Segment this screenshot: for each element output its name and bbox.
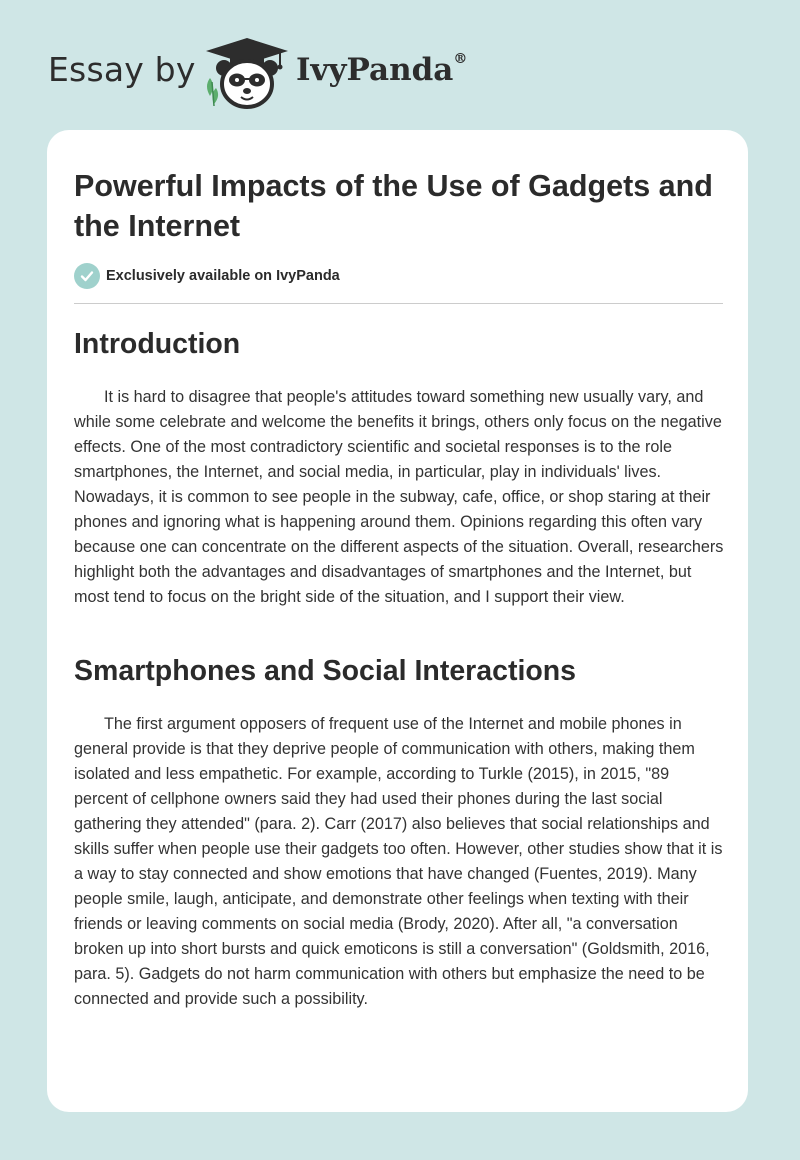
section-heading-introduction: Introduction <box>74 328 241 360</box>
title-divider <box>74 303 723 304</box>
registered-mark: ® <box>453 50 468 67</box>
brand-name: IvyPanda <box>296 52 454 88</box>
essay-by-label: Essay by <box>48 50 196 89</box>
exclusive-badge <box>74 263 340 289</box>
check-icon <box>74 263 100 289</box>
section-paragraph-smartphones: The first argument opposers of frequent use of the Internet and mobile phones in general provide is that they deprive people of communication with others, making them isolated and less empathetic. For example, according to Turkle (2015), in 2015, "89 percent of cellphone owners said they had used their phones during the last social gathering they attended" (para. 2). Carr (2017) also believes that social relationships and skills suffer when people use their gadgets too often. However, other studies show that it is a way to stay connected and show emotions that have changed (Fuentes, 2019). Many people smile, laugh, anticipate, and demonstrate other feelings when texting with their friends or leaving comments on social media (Brody, 2020). After all, "a conversation broken up into short bursts and quick emoticons is still a conversation" (Goldsmith, 2016, para. 5). Gadgets do not harm communication with others but emphasize the need to be connected and provide such a possibility. <box>74 715 723 1008</box>
essay-card <box>47 130 748 1112</box>
section-paragraph-introduction: It is hard to disagree that people's attitudes toward something new usually vary, and while some celebrate and welcome the benefits it brings, others only focus on the negative effects. One of the most contradictory scientific and societal responses is to the role smartphones, the Internet, and social media, in particular, play in individuals' lives. Nowadays, it is common to see people in the subway, cafe, office, or shop staring at their phones and ignoring what is happening around them. Opinions regarding this often vary because one can concentrate on the different aspects of the situation. Overall, researchers highlight both the advantages and disadvantages of smartphones and the Internet, but most tend to focus on the bright side of the situation, and I support their view. <box>74 388 724 606</box>
site-header <box>0 0 800 130</box>
ivypanda-panda-logo-icon[interactable] <box>202 34 292 110</box>
exclusive-label: Exclusively available on IvyPanda <box>106 268 340 284</box>
ivypanda-brand[interactable] <box>296 52 467 88</box>
section-heading-smartphones: Smartphones and Social Interactions <box>74 655 577 687</box>
essay-title: Powerful Impacts of the Use of Gadgets and the Internet <box>74 169 713 243</box>
